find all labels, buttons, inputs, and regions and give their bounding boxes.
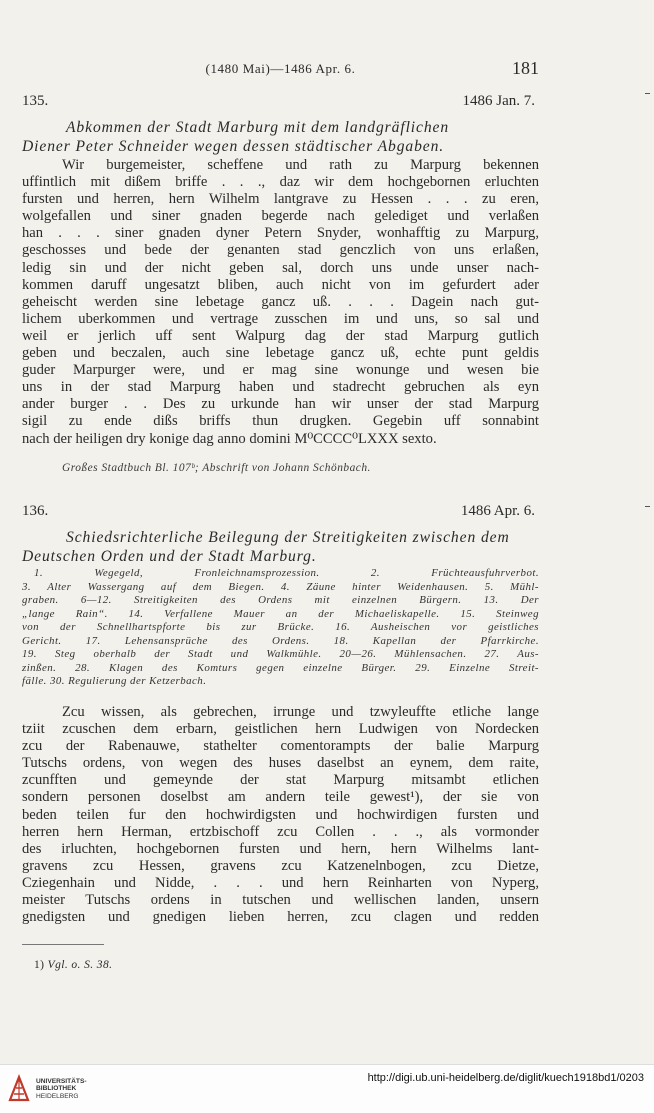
text-line: lichem uberkommen und vertrage zusschen im und uns, so sal und xyxy=(22,310,539,327)
entry-135-source: Großes Stadtbuch Bl. 107ᵇ; Abschrift von Johann Schönbach. xyxy=(62,462,371,474)
text-line: geben und beczalen, auch sine lebetage gancz uß, echte punt geldis xyxy=(22,345,539,362)
summary-line: graben. 6—12. Streitigkeiten des Ordens mit einzelnen Bürgern. 13. Der xyxy=(22,594,539,606)
entry-135-title xyxy=(22,118,539,156)
library-line: BIBLIOTHEK xyxy=(36,1085,77,1093)
entry-number: 136. xyxy=(22,503,49,519)
footnote-rule xyxy=(22,944,104,945)
text-line: weil er jerlich uff sent Walpurg dag der stad Marpurg gutlich xyxy=(22,327,539,344)
summary-line: 19. Steg oberhalb der Stadt und Walkmühle. 20—26. Mühlensachen. 27. Aus- xyxy=(22,648,539,660)
margin-tick xyxy=(645,93,650,94)
entry-date: 1486 Jan. 7. xyxy=(462,93,535,109)
running-header xyxy=(22,58,539,80)
summary-line: Gericht. 17. Lehensansprüche des Ordens. 18. Kapellan der Pfarrkirche. xyxy=(22,634,539,647)
text-line: sondern personen doselbst am andern teile gewest¹), der sie von xyxy=(22,789,539,806)
text-line: wolgefallen und siner gnaden begerde nach gelediget und verlaßen xyxy=(22,208,539,225)
text-line: des irluchten, hochgebornen fursten und hern, hern Wilhelms lant- xyxy=(22,840,539,857)
library-name xyxy=(36,1078,87,1100)
entry-136-heading xyxy=(22,503,539,523)
text-line: geheischt werden sine lebetage gancz uß. . . . Dagein nach gut- xyxy=(22,293,539,310)
title-line: Schiedsrichterliche Beilegung der Streitigkeiten zwischen dem xyxy=(66,529,510,546)
text-line: han . . . siner gnaden dyner Petern Snyder, wonhafftig zu Marpurg, xyxy=(22,225,539,242)
text-line: Wir burgemeister, scheffene und rath zu Marpurg bekennen xyxy=(62,157,539,173)
text-line: uffintlich mit dißem briffe . . ., daz wir dem hochgebornen erluchten xyxy=(22,174,539,191)
text-line: herren hern Herman, ertzbischoff zcu Collen . . ., als vormonder xyxy=(22,823,539,840)
entry-135-heading xyxy=(22,93,539,113)
text-line: fursten und herren, hern Wilhelm lantgrave zu Hessen . . . zu eren, xyxy=(22,191,539,208)
footnote-marker: 1) xyxy=(34,959,45,971)
text-line: beden teilen fur den hochwirdigsten und hochwirdigen fursten und xyxy=(22,806,539,823)
entry-date: 1486 Apr. 6. xyxy=(460,503,535,519)
text-line: kommen daruff ungesatzt bliben, auch nicht von im gefurdert ader xyxy=(22,276,539,293)
text-line: Zcu wissen, als gebrechen, irrunge und tzwyleuffte etliche lange xyxy=(62,704,539,720)
text-line: uns in der stad Marpurg haben und stadrecht gebruchen als eyn xyxy=(22,379,539,396)
text-line: zcunfften und gemeynde der stat Marpurg mitsambt etlichen xyxy=(22,772,539,789)
university-library-logo-icon xyxy=(8,1074,30,1102)
page-number: 181 xyxy=(512,58,539,78)
text-line: ledig sin und der nicht geben sal, dorch uns unde unser nach- xyxy=(22,259,539,276)
entry-136-text xyxy=(22,704,539,926)
margin-tick xyxy=(645,506,650,507)
text-line: meister Tutschs ordens in tutschen und wellischen landen, unsern xyxy=(22,892,539,909)
title-line: Abkommen der Stadt Marburg mit dem landgräflichen xyxy=(66,119,450,136)
title-line: Deutschen Orden und der Stadt Marburg. xyxy=(22,548,317,565)
text-line: geschosses und bede der genanten stad genczlich von uns erlaßen, xyxy=(22,242,539,259)
text-line: gravens zcu Hessen, gravens zcu Katzenelnbogen, zcu Dietze, xyxy=(22,857,539,874)
summary-line: 1. Wegegeld, Fronleichnamsprozession. 2. Früchteausfuhrverbot. xyxy=(34,567,539,579)
entry-136-summary xyxy=(22,567,539,689)
text-line: ander burger . . Des zu urkunde han wir unser der stad Marpurg xyxy=(22,396,539,413)
library-line: HEIDELBERG xyxy=(36,1092,79,1100)
footnote xyxy=(34,959,112,971)
text-line: gnedigsten und gnedigen lieben herren, zcu clagen und redden xyxy=(22,909,539,926)
text-line: tziit zcuschen dem erbarn, geistlichen hern Ludwigen von Nordecken xyxy=(22,721,539,738)
summary-line: „lange Rain“. 14. Verfallene Mauer an der Michaeliskapelle. 15. Steinweg xyxy=(22,607,539,620)
footnote-text: Vgl. o. S. 38. xyxy=(47,959,113,971)
entry-number: 135. xyxy=(22,93,49,109)
text-line: guder Marpurger were, und er mag sine wonunge und wesen bie xyxy=(22,362,539,379)
text-line: zcu der Rabenauwe, stathelter comentorampts der balie Marpurg xyxy=(22,738,539,755)
summary-line: von der Schnellhartspforte bis zur Brücke. 16. Ausheischen vor geistliches xyxy=(22,621,539,633)
permalink-url[interactable]: http://digi.ub.uni-heidelberg.de/diglit/kuech1918bd1/0203 xyxy=(367,1072,644,1084)
text-line: Tutschs ordens, von wegen des huses daselbst an eynem, dem raite, xyxy=(22,755,539,772)
text-line: sigil zu ende dißs briffs thun drugken. Gegebin uff sonnabint xyxy=(22,413,539,430)
summary-line: zinßen. 28. Klagen des Komturs gegen einzelne Bürger. 29. Einzelne Streit- xyxy=(22,661,539,674)
library-line: UNIVERSITÄTS- xyxy=(36,1078,87,1085)
text-line: nach der heiligen dry konige dag anno domini M⁰CCCC⁰LXXX sexto. xyxy=(22,430,437,447)
summary-line: 3. Alter Wassergang auf dem Biegen. 4. Zäune hinter Weidenhausen. 5. Mühl- xyxy=(22,580,539,593)
title-line: Diener Peter Schneider wegen dessen städtischer Abgaben. xyxy=(22,138,445,155)
text-line: Cziegenhain und Nidde, . . . und hern Reinharten von Nyperg, xyxy=(22,874,539,891)
summary-line: fälle. 30. Regulierung der Ketzerbach. xyxy=(22,675,207,687)
running-head: (1480 Mai)—1486 Apr. 6. xyxy=(205,61,356,76)
entry-135-text xyxy=(22,157,539,448)
entry-136-title xyxy=(22,528,539,566)
digitization-footer xyxy=(0,1064,654,1113)
